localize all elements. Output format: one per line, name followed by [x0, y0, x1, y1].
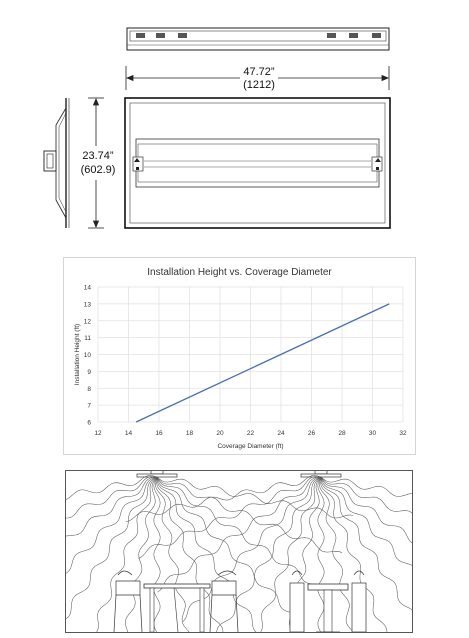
table-pedestal: [324, 590, 332, 632]
height-dimension-line: [88, 98, 104, 228]
fixture-housing: [315, 471, 327, 474]
coverage-ray: [155, 477, 198, 632]
coverage-ray: [158, 477, 322, 592]
coverage-illustration: [66, 471, 412, 632]
table-brace: [174, 588, 178, 632]
coverage-ray: [157, 477, 353, 518]
table-top: [308, 584, 348, 590]
x-tick-label: 16: [155, 430, 163, 437]
fixture-lens: [301, 474, 341, 477]
coverage-ray: [248, 477, 321, 632]
table-top: [144, 584, 210, 588]
x-tick-label: 24: [277, 430, 285, 437]
height-label: 23.74”: [76, 150, 120, 163]
x-tick-label: 26: [307, 430, 316, 437]
chair-seat: [212, 581, 236, 595]
stool: [290, 583, 304, 632]
x-axis-label: Coverage Diameter (ft): [217, 443, 284, 450]
coverage-ray: [321, 477, 412, 553]
table-leg: [150, 588, 154, 632]
coverage-ray: [84, 477, 157, 632]
coverage-ray: [318, 477, 324, 632]
coverage-ray: [157, 477, 342, 553]
coverage-ray: [138, 477, 321, 559]
x-tick-label: 22: [246, 430, 255, 437]
coverage-ray: [157, 477, 300, 617]
x-tick-label: 30: [368, 430, 377, 437]
fixture-top-view: [127, 28, 389, 50]
x-tick-label: 12: [94, 430, 102, 437]
coverage-ray: [321, 477, 412, 617]
chair-frame: [114, 571, 142, 632]
y-tick-label: 9: [87, 368, 91, 376]
x-tick-label: 14: [124, 430, 133, 437]
y-tick-label: 13: [83, 301, 91, 309]
series-line: [136, 304, 389, 422]
coverage-ray: [154, 477, 160, 632]
fixture-front-view: [125, 98, 390, 228]
coverage-ray: [157, 477, 236, 632]
coverage-ray: [213, 477, 321, 632]
chart-title: Installation Height vs. Coverage Diameter: [147, 267, 332, 278]
coverage-ray: [157, 477, 324, 587]
y-tick-label: 10: [83, 352, 91, 359]
chair-frame: [210, 571, 238, 632]
x-tick-label: 32: [399, 430, 407, 437]
chart-plot: [64, 258, 415, 454]
y-tick-label: 7: [87, 402, 91, 410]
coverage-ray: [66, 477, 157, 559]
coverage-scene: [65, 470, 413, 633]
y-tick-label: 6: [87, 419, 91, 427]
fixture-dimension-drawing: [0, 0, 469, 240]
y-axis-label: Installation Height (ft): [74, 323, 81, 386]
fixture-side-view: [44, 98, 69, 228]
coverage-ray: [66, 477, 157, 622]
coverage-ray: [321, 477, 412, 632]
x-tick-label: 28: [338, 430, 346, 437]
table-leg: [200, 588, 204, 632]
width-label: 47.72”: [243, 66, 275, 78]
y-tick-label: 14: [83, 284, 91, 292]
chair-seat: [116, 581, 140, 595]
fixture-housing: [151, 471, 163, 474]
y-tick-label: 12: [83, 318, 91, 326]
stool-back: [292, 571, 364, 575]
y-tick-label: 11: [84, 335, 91, 343]
chart-container: [63, 257, 416, 455]
coverage-ray: [157, 477, 270, 632]
coverage-ray: [66, 477, 157, 632]
width-metric-label: (1212): [243, 79, 275, 91]
x-tick-label: 20: [216, 430, 224, 437]
stool: [352, 583, 366, 632]
coverage-ray: [66, 476, 157, 522]
height-metric-label: (602.9): [76, 164, 120, 177]
x-tick-label: 18: [185, 430, 194, 437]
y-tick-label: 8: [87, 385, 91, 393]
fixture-lens: [137, 474, 177, 477]
